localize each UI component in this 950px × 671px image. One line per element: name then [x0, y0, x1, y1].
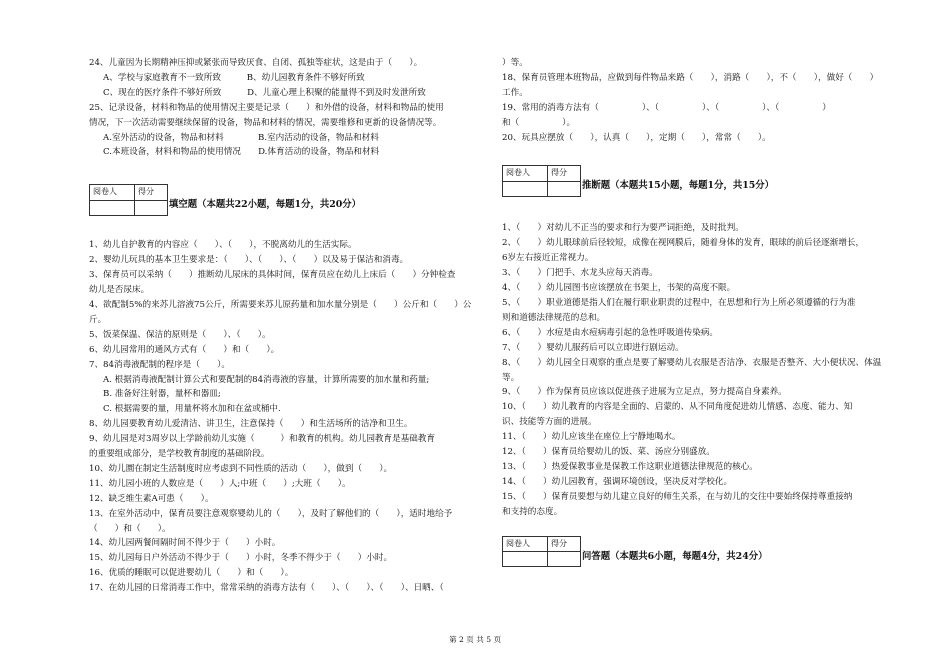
continued-fill-questions: [502, 56, 897, 145]
question-line: 5、（ ）职业道德是指人们在履行职业职责的过程中，在思想和行为上所必须遵循的行为准: [502, 297, 856, 308]
question-line: 的重要组成部分，是学校教育制度的基础阶段。: [89, 449, 270, 460]
left-column: [89, 56, 484, 596]
question-line: 1、幼儿自护教育的内容应（ ）、（ ），不脱离幼儿的生活实际。: [89, 240, 357, 251]
grader-cell: [503, 552, 548, 567]
grader-label: 阅卷人: [503, 166, 548, 182]
question-line: 6、（ ）水痘是由水痘病毒引起的急性呼吸道传染病。: [502, 327, 719, 338]
grader-label: 阅卷人: [90, 185, 135, 201]
grader-label: 阅卷人: [503, 536, 548, 552]
question-line: 9、幼儿园是对3周岁以上学龄前幼儿实施（ ）和教育的机构。幼儿园教育是基础教育: [89, 434, 436, 445]
question-line: 8、（ ）幼儿园全日观察的重点是要了解婴幼儿衣服是否洁净、衣服是否整齐、大小便状况、体温: [502, 357, 882, 368]
question-line: 6、幼儿园常用的通风方式有（ ）和（ ）。: [89, 344, 280, 355]
score-label: 得分: [548, 536, 581, 552]
question-line: 19、常用的消毒方法有（ ）、（ ）、（ ）、（ ）: [502, 102, 831, 113]
question-24: [89, 56, 484, 101]
score-box: [502, 165, 581, 197]
question-line: （ ）和（ ）。: [89, 523, 171, 534]
question-line: 16、优质的睡眠可以促进婴幼儿（ ）和（ ）。: [89, 568, 294, 579]
question-line: 11、（ ）幼儿应该坐在座位上宁静地喝水。: [502, 432, 681, 443]
question-line: 工作。: [502, 87, 528, 98]
question-text: 25、记录设备，材料和物品的使用情况主要是记录（ ）和外借的设备，材料和物品的使用: [89, 102, 444, 113]
score-box: [502, 536, 581, 568]
question-line: 7、（ ）婴幼儿服药后可以立即进行剧运动。: [502, 342, 684, 353]
question-line: 4、欲配制5%的来苏儿溶液75公斤，所需要来苏儿原药量和加水量分别是（ ）公斤和（ ）公: [89, 299, 472, 310]
question-line: 15、幼儿园每日户外活动不得少于（ ）小时，冬季不得少于（ ）小时。: [89, 553, 393, 564]
question-line: 8、幼儿园要教育幼儿爱清洁、讲卫生，注意保持（ ）和生活场所的洁净和卫生。: [89, 419, 413, 430]
question-line: 1、（ ）对幼儿不正当的要求和行为要严词拒绝，及时批判。: [502, 223, 744, 234]
question-line: 17、在幼儿园的日常消毒工作中，常常采纳的消毒方法有（ ）、（ ）、（ ）、日晒、（: [89, 583, 444, 594]
score-cell: [548, 552, 581, 567]
question-line: 12、缺乏维生素A可患（ ）。: [89, 493, 214, 504]
score-cell: [135, 201, 168, 216]
question-line: 18、保育员管理本班物品，应做到每件物品来路（ ），消路（ ），不（ ），做好（ ）: [502, 72, 879, 83]
fill-questions: [89, 238, 484, 596]
question-line: 2、婴幼儿玩具的基本卫生要求是：（ ）、（ ）、（ ）以及易于保洁和消毒。: [89, 255, 409, 266]
question-line: ）等。: [502, 58, 528, 68]
qa-section-header: [502, 528, 897, 578]
question-line: 和（ ）。: [502, 117, 576, 128]
page-footer: 第 2 页 共 5 页: [448, 635, 502, 644]
question-line: 10、幼儿圜在制定生活制度时应考虑到不同性质的活动（ ），做到（ ）。: [89, 463, 393, 474]
question-line: 15、（ ）保育员要想与幼儿建立良好的师生关系，在与幼儿的交往中要始终保持尊重接纳: [502, 491, 853, 502]
question-line: 11、幼儿园小班的人数应是（ ）人;中班（ ）;大班（ ）。: [89, 478, 351, 489]
question-line: 3、保育员可以采纳（ ）推断幼儿尿床的具体时间，保育员应在幼儿上床后（ ）分钟检查: [89, 270, 456, 281]
option-line: A.室外活动的设备，物品和材料 B.室内活动的设备，物品和材料: [103, 132, 379, 143]
question-line: C. 根据需要的量，用量杯将水加和在盆或桶中.: [103, 404, 281, 415]
question-line: 和支持的态度。: [502, 506, 563, 517]
question-text: 情况，下一次活动需要继续保留的设备，物品和材料的情况，需要维修和更新的设备情况等。: [89, 117, 442, 128]
question-line: 识、技能等方面的进展。: [502, 417, 597, 428]
score-label: 得分: [548, 166, 581, 182]
score-box: [89, 184, 168, 216]
question-text: 24、儿童因为长期精神压抑或紧张而导致厌食、自闭、孤独等症状，这是由于（ ）。: [89, 58, 423, 68]
question-line: 幼儿是否尿床。: [89, 285, 150, 296]
question-25: [89, 101, 484, 161]
question-line: 20、玩具应摆放（ ），认真（ ），定期（ ），常常（ ）。: [502, 132, 771, 143]
question-line: 3、（ ）门把手、水龙头应每天消毒。: [502, 268, 658, 279]
grader-cell: [90, 201, 135, 216]
score-label: 得分: [135, 185, 168, 201]
judge-section-header: [502, 157, 897, 207]
question-line: 2、（ ）幼儿眼球前后径较短，成像在视网膜后，随着身体的发育，眼球的前后径逐渐增长，: [502, 238, 865, 249]
question-line: 则和道德法律规范的总和。: [502, 312, 606, 323]
question-line: 10、（ ）幼儿教育的内容是全面的、启蒙的、从不同角度促进幼儿情感、态度、能力、知: [502, 402, 853, 413]
question-line: 9、（ ）作为保育员应该以促进孩子进展为立足点，努力提高自身素养。: [502, 387, 787, 398]
fill-section-header: [89, 176, 484, 230]
section-title: 推断题（本题共15小题，每题1分，共15分）: [582, 180, 774, 192]
section-title: 问答题（本题共6小题，每题4分，共24分）: [582, 550, 768, 562]
question-line: 4、（ ）幼儿园图书应该摆放在书架上，书架的高度不限。: [502, 283, 736, 294]
question-line: 14、幼儿园两餐间隔时间不得少于（ ）小时。: [89, 538, 281, 549]
question-line: 13、（ ）热爱保教事业是保教工作这职业道德法律规范的核心。: [502, 461, 758, 472]
question-line: 7、84消毒液配制的程序是（ ）。: [89, 359, 231, 370]
question-line: 斤。: [89, 314, 107, 325]
section-title: 填空题（本题共22小题，每题1分，共20分）: [169, 199, 361, 211]
judge-questions: [502, 221, 897, 519]
question-line: B. 准备好注射器，量杯和器皿;: [103, 389, 221, 400]
question-line: 14、（ ）幼儿园教育，强调环境创设，坚决反对学校化。: [502, 476, 733, 487]
question-line: 5、饭菜保温、保洁的原则是（ ）、（ ）。: [89, 329, 271, 340]
score-cell: [548, 182, 581, 197]
question-line: 6岁左右接近正常视力。: [502, 253, 594, 264]
option-line: C.本班设备，材料和物品的使用情况 D.体育活动的设备，物品和材料: [103, 147, 380, 158]
option-line: C、现在的医疗条件不够好所致 D、儿童心理上积聚的能量得不到及时发泄所致: [103, 87, 426, 98]
right-column: [502, 56, 897, 578]
question-line: 12、（ ）保育员给婴幼儿的饭、菜、汤应分别盛放。: [502, 447, 715, 458]
question-line: 13、在室外活动中，保育员要注意观察婴幼儿的（ ），及时了解他们的（ ），适时地给予: [89, 508, 453, 519]
question-line: A. 根据消毒液配制计算公式和要配制的84消毒液的容量，计算所需要的加水量和药量;: [103, 374, 430, 385]
option-line: A、学校与家庭教育不一致所致 B、幼儿园教育条件不够好所致: [103, 72, 365, 83]
question-line: 等。: [502, 372, 520, 383]
grader-cell: [503, 182, 548, 197]
